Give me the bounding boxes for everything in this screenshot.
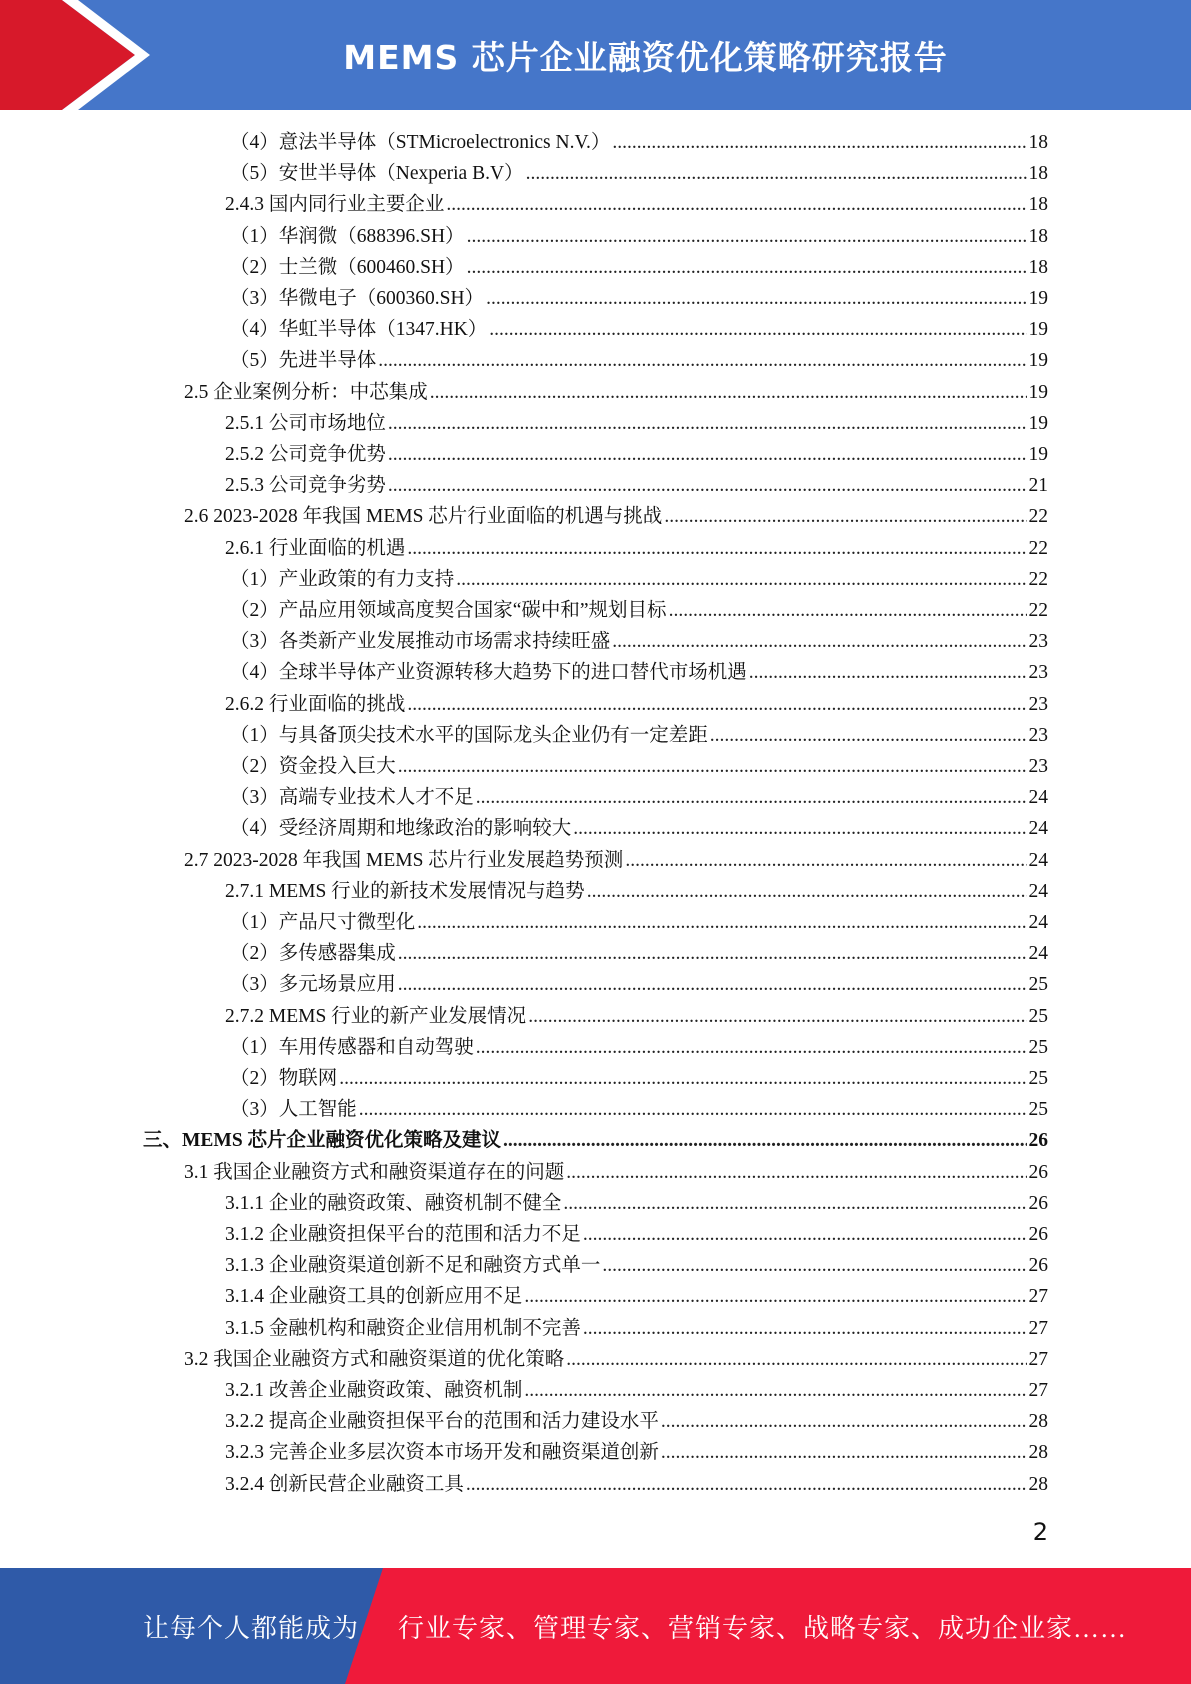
toc-entry-page: 24 [1028,849,1048,871]
toc-entry-label: 3.2.4 创新民营企业融资工具 [225,1473,464,1495]
toc-entry-label: （3）多元场景应用 [230,974,396,996]
toc-entry-label: （4）华虹半导体（1347.HK） [230,319,488,341]
toc-dot-leader [398,969,1027,1000]
toc-dot-leader [407,689,1026,720]
toc-entry-page: 19 [1028,288,1048,309]
toc-entry[interactable] [184,377,1048,408]
toc-entry-page: 25 [1028,1068,1048,1089]
toc-dot-leader [446,189,1026,220]
toc-dot-leader [664,501,1026,532]
toc-entry[interactable] [225,1375,1048,1406]
toc-entry-page: 23 [1028,724,1048,746]
toc-entry[interactable] [230,314,1048,345]
toc-entry-label: （3）华微电子（600360.SH） [230,288,485,309]
toc-entry-label: 2.7.1 MEMS 行业的新技术发展情况与趋势 [225,880,585,902]
toc-entry-label: 2.7.2 MEMS 行业的新产业发展情况 [225,1005,527,1027]
toc-dot-leader [625,845,1026,876]
toc-entry[interactable] [230,813,1048,844]
toc-entry-label: （1）与具备顶尖技术水平的国际龙头企业仍有一定差距 [230,724,708,746]
toc-entry[interactable] [225,1281,1048,1312]
toc-dot-leader [467,221,1027,252]
toc-entry[interactable] [230,564,1048,595]
toc-entry-page: 21 [1028,475,1048,497]
toc-dot-leader [661,1406,1027,1437]
toc-entry-label: 3.1.1 企业的融资政策、融资机制不健全 [225,1192,562,1214]
toc-entry[interactable] [225,1406,1048,1437]
toc-dot-leader [359,1094,1027,1125]
toc-entry-label: 3.1.3 企业融资渠道创新不足和融资方式单一 [225,1255,601,1277]
toc-entry-page: 26 [1028,1161,1048,1183]
toc-dot-leader [398,751,1027,782]
toc-entry-page: 25 [1028,1099,1048,1121]
toc-entry-label: 2.5.3 公司竞争劣势 [225,475,386,497]
toc-entry-page: 27 [1028,1380,1048,1401]
toc-entry-label: 2.7 2023-2028 年我国 MEMS 芯片行业发展趋势预测 [184,849,624,871]
toc-entry-page: 27 [1028,1286,1048,1308]
toc-entry-page: 24 [1028,818,1048,840]
toc-dot-leader [612,626,1026,657]
toc-entry[interactable] [225,189,1048,220]
toc-dot-leader [466,1469,1027,1500]
toc-dot-leader [467,252,1027,283]
toc-dot-leader [430,377,1027,408]
toc-dot-leader [566,1344,1026,1375]
toc-entry[interactable] [230,345,1048,376]
toc-entry[interactable] [230,158,1048,189]
toc-dot-leader [583,1219,1027,1250]
toc-entry[interactable] [225,1313,1048,1344]
toc-entry-page: 24 [1028,787,1048,809]
toc-entry-label: （2）士兰微（600460.SH） [230,256,465,278]
toc-entry-label: 2.4.3 国内同行业主要企业 [225,194,445,216]
toc-dot-leader [661,1437,1027,1468]
toc-dot-leader [388,470,1027,501]
toc-dot-leader [587,876,1027,907]
toc-entry-page: 28 [1028,1442,1048,1464]
toc-entry-label: 2.6.1 行业面临的机遇 [225,537,406,559]
toc-entry-label: （1）产品尺寸微型化 [230,912,416,933]
toc-entry-page: 18 [1028,132,1048,153]
toc-entry[interactable] [184,1344,1048,1375]
toc-entry-label: 3.2 我国企业融资方式和融资渠道的优化策略 [184,1348,565,1370]
toc-entry-page: 22 [1028,537,1048,559]
toc-entry[interactable] [225,470,1048,501]
toc-entry-page: 24 [1028,880,1048,902]
toc-entry-label: （3）各类新产业发展推动市场需求持续旺盛 [230,631,611,653]
toc-entry-label: （2）资金投入巨大 [230,756,396,777]
toc-entry[interactable] [225,439,1048,470]
toc-entry-page: 25 [1028,1005,1048,1027]
toc-entry[interactable] [230,969,1048,1000]
toc-entry[interactable] [184,501,1048,532]
toc-dot-leader [503,1125,1026,1156]
toc-entry[interactable] [230,595,1048,626]
toc-entry-page: 23 [1028,693,1048,715]
toc-entry-label: 3.1.2 企业融资担保平台的范围和活力不足 [225,1224,581,1245]
toc-entry-page: 26 [1028,1224,1048,1245]
toc-entry[interactable] [225,533,1048,564]
toc-dot-leader [526,158,1027,189]
toc-entry[interactable] [230,127,1048,158]
toc-entry-page: 22 [1028,568,1048,590]
toc-entry-label: 3.2.2 提高企业融资担保平台的范围和活力建设水平 [225,1411,659,1433]
toc-entry-label: （2）多传感器集成 [230,943,396,965]
toc-entry[interactable] [225,1219,1048,1250]
toc-entry-label: （5）先进半导体 [230,350,377,372]
page-header [0,0,1191,110]
toc-entry-page: 18 [1028,256,1048,278]
toc-entry-page: 26 [1028,1255,1048,1277]
toc-entry-page: 18 [1028,225,1048,247]
toc-entry-label: 3.1.5 金融机构和融资企业信用机制不完善 [225,1317,581,1339]
toc-entry-label: （3）高端专业技术人才不足 [230,787,474,809]
toc-dot-leader [456,564,1026,595]
page-footer [0,1568,1191,1684]
toc-entry-page: 24 [1028,912,1048,933]
toc-dot-leader [417,907,1026,938]
toc-entry-page: 27 [1028,1317,1048,1339]
toc-dot-leader [669,595,1027,626]
toc-entry[interactable] [225,1001,1048,1032]
toc-entry-page: 25 [1028,1036,1048,1058]
toc-entry[interactable] [225,1188,1048,1219]
toc-entry-label: 2.5.1 公司市场地位 [225,412,386,434]
toc-entry[interactable] [184,845,1048,876]
toc-dot-leader [388,408,1027,439]
toc-entry-page: 23 [1028,756,1048,777]
toc-entry[interactable] [225,408,1048,439]
toc-entry[interactable] [230,283,1048,314]
toc-entry-label: 2.6.2 行业面临的挑战 [225,693,406,715]
toc-entry[interactable] [184,1157,1048,1188]
toc-dot-leader [583,1313,1027,1344]
footer-slogan-right: 行业专家、管理专家、营销专家、战略专家、成功企业家…… [398,1613,1128,1643]
footer-slogan-left: 让每个人都能成为 [143,1613,360,1643]
toc-entry-label: （4）受经济周期和地缘政治的影响较大 [230,818,572,840]
toc-dot-leader [524,1281,1026,1312]
toc-entry-label: 2.5.2 公司竞争优势 [225,444,386,465]
toc-entry[interactable] [225,1469,1048,1500]
toc-entry-label: （3）人工智能 [230,1099,357,1121]
toc-entry-label: 3.2.3 完善企业多层次资本市场开发和融资渠道创新 [225,1442,659,1464]
toc-entry-page: 23 [1028,662,1048,684]
toc-dot-leader [476,1032,1027,1063]
toc-entry-page: 26 [1028,1192,1048,1214]
toc-entry-page: 19 [1028,350,1048,372]
toc-entry-label: 三、MEMS 芯片企业融资优化策略及建议 [143,1130,502,1152]
toc-entry-label: （1）华润微（688396.SH） [230,225,465,247]
toc-dot-leader [398,938,1027,969]
toc-entry[interactable] [230,751,1048,782]
toc-entry-label: （5）安世半导体（Nexperia B.V） [230,163,524,185]
toc-entry-label: 3.2.1 改善企业融资政策、融资机制 [225,1380,523,1401]
toc-entry-label: 3.1 我国企业融资方式和融资渠道存在的问题 [184,1161,565,1183]
toc-entry-label: （1）车用传感器和自动驾驶 [230,1036,474,1058]
toc-dot-leader [486,283,1026,314]
toc-entry[interactable] [230,938,1048,969]
toc-dot-leader [573,813,1026,844]
toc-entry-page: 19 [1028,444,1048,465]
toc-entry-label: （2）产品应用领域高度契合国家“碳中和”规划目标 [230,600,667,621]
toc-entry-page: 25 [1028,974,1048,996]
toc-entry[interactable] [143,1125,1048,1156]
toc-entry[interactable] [230,1094,1048,1125]
toc-entry-label: （2）物联网 [230,1068,338,1089]
toc-dot-leader [476,782,1027,813]
toc-entry-page: 28 [1028,1411,1048,1433]
toc-dot-leader [612,127,1026,158]
toc-entry-label: （1）产业政策的有力支持 [230,568,455,590]
toc-entry[interactable] [230,221,1048,252]
document-title: MEMS 芯片企业融资优化策略研究报告 [343,37,948,77]
page-number: 2 [1032,1518,1048,1546]
toc-entry-page: 22 [1028,506,1048,528]
toc-entry[interactable] [230,720,1048,751]
toc-entry-page: 27 [1028,1348,1048,1370]
toc-dot-leader [339,1063,1026,1094]
toc-dot-leader [566,1157,1026,1188]
toc-entry-page: 24 [1028,943,1048,965]
toc-entry-page: 19 [1028,412,1048,434]
toc-entry[interactable] [230,1063,1048,1094]
toc-dot-leader [710,720,1027,751]
toc-entry[interactable] [230,782,1048,813]
toc-dot-leader [388,439,1027,470]
toc-entry-page: 28 [1028,1473,1048,1495]
toc-entry[interactable] [225,689,1048,720]
toc-entry-page: 18 [1028,163,1048,185]
toc-dot-leader [749,657,1027,688]
toc-entry[interactable] [230,252,1048,283]
toc-entry-label: （4）意法半导体（STMicroelectronics N.V.） [230,132,611,153]
toc-entry[interactable] [230,657,1048,688]
toc-dot-leader [528,1001,1026,1032]
toc-entry[interactable] [225,1250,1048,1281]
toc-dot-leader [489,314,1026,345]
toc-entry[interactable] [230,1032,1048,1063]
toc-entry-label: 3.1.4 企业融资工具的创新应用不足 [225,1286,523,1308]
toc-entry-page: 26 [1028,1130,1048,1152]
toc-entry-page: 19 [1028,381,1048,403]
toc-entry-page: 23 [1028,631,1048,653]
toc-dot-leader [524,1375,1026,1406]
toc-entry[interactable] [225,1437,1048,1468]
toc-entry-page: 19 [1028,319,1048,341]
toc-dot-leader [378,345,1026,376]
toc-entry-page: 22 [1028,600,1048,621]
toc-dot-leader [407,533,1026,564]
toc-entry-label: 2.6 2023-2028 年我国 MEMS 芯片行业面临的机遇与挑战 [184,506,663,528]
toc-dot-leader [602,1250,1026,1281]
toc-dot-leader [563,1188,1026,1219]
toc-entry[interactable] [230,907,1048,938]
toc-entry-label: （4）全球半导体产业资源转移大趋势下的进口替代市场机遇 [230,662,747,684]
toc-entry[interactable] [225,876,1048,907]
toc-entry-page: 18 [1028,194,1048,216]
toc-entry[interactable] [230,626,1048,657]
toc-entry-label: 2.5 企业案例分析：中芯集成 [184,381,428,403]
